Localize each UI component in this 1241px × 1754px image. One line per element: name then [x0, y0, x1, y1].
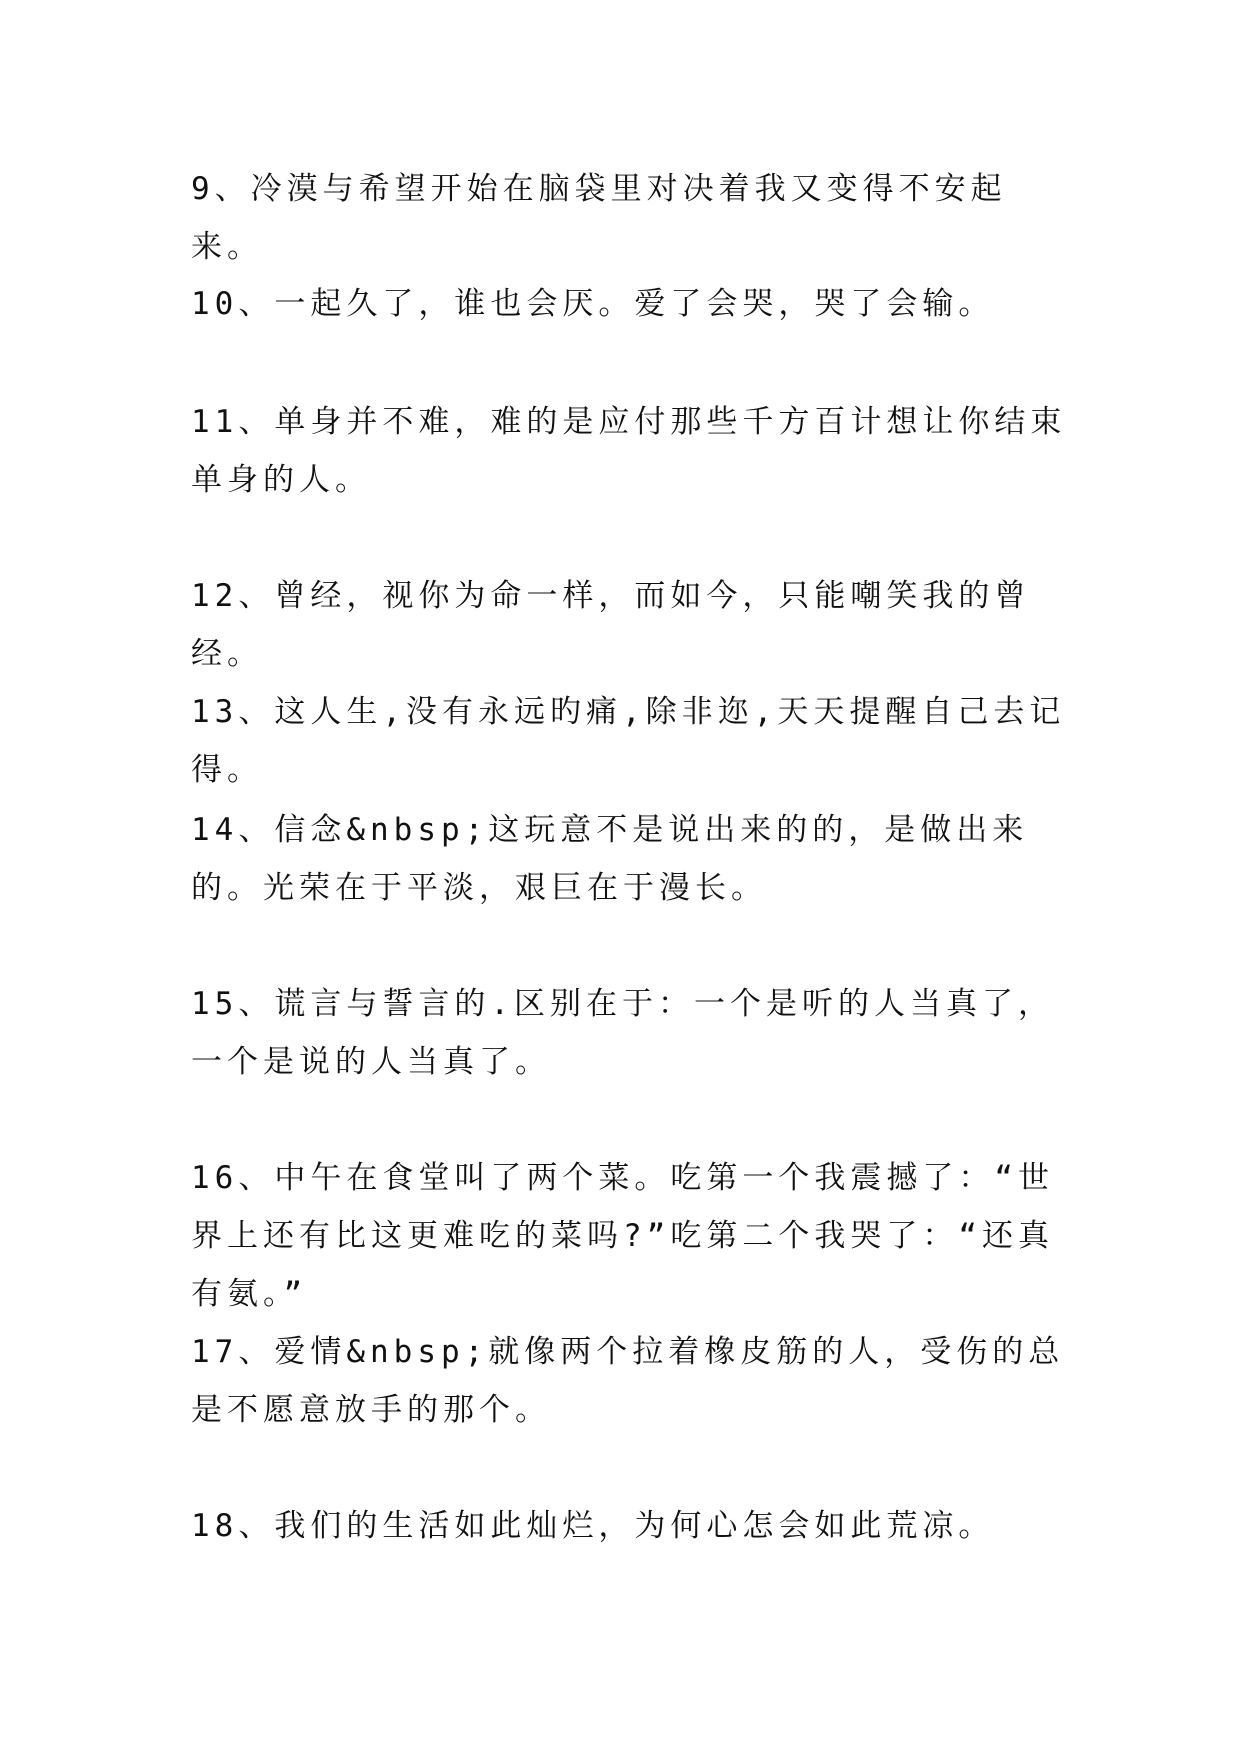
paragraph-15: 15、谎言与誓言的.区别在于：一个是听的人当真了，一个是说的人当真了。 — [191, 986, 1054, 1080]
paragraph-10: 10、一起久了，谁也会厌。爱了会哭，哭了会输。 — [191, 286, 995, 322]
paragraph-11: 11、单身并不难，难的是应付那些千方百计想让你结束单身的人。 — [191, 404, 1067, 498]
paragraph-16: 16、中午在食堂叫了两个菜。吃第一个我震撼了：“世界上还有比这更难吃的菜吗?”吃第二个我哭了：“还真有氨。” — [191, 1160, 1054, 1312]
paragraph-14: 14、信念&nbsp;这玩意不是说出来的的，是做出来的。光荣在于平淡，艰巨在于漫长。 — [191, 812, 1029, 906]
paragraph-13: 13、这人生,没有永远旳痛,除非迩,天天提醒自己去记得。 — [191, 694, 1066, 788]
paragraph-18: 18、我们的生活如此灿烂，为何心怎会如此荒凉。 — [191, 1508, 995, 1544]
paragraph-9: 9、冷漠与希望开始在脑袋里对决着我又变得不安起来。 — [191, 171, 1007, 265]
paragraph-17: 17、爱情&nbsp;就像两个拉着橡皮筋的人，受伤的总是不愿意放手的那个。 — [191, 1334, 1065, 1428]
paragraph-12: 12、曾经，视你为命一样，而如今，只能嘲笑我的曾经。 — [191, 578, 1031, 672]
